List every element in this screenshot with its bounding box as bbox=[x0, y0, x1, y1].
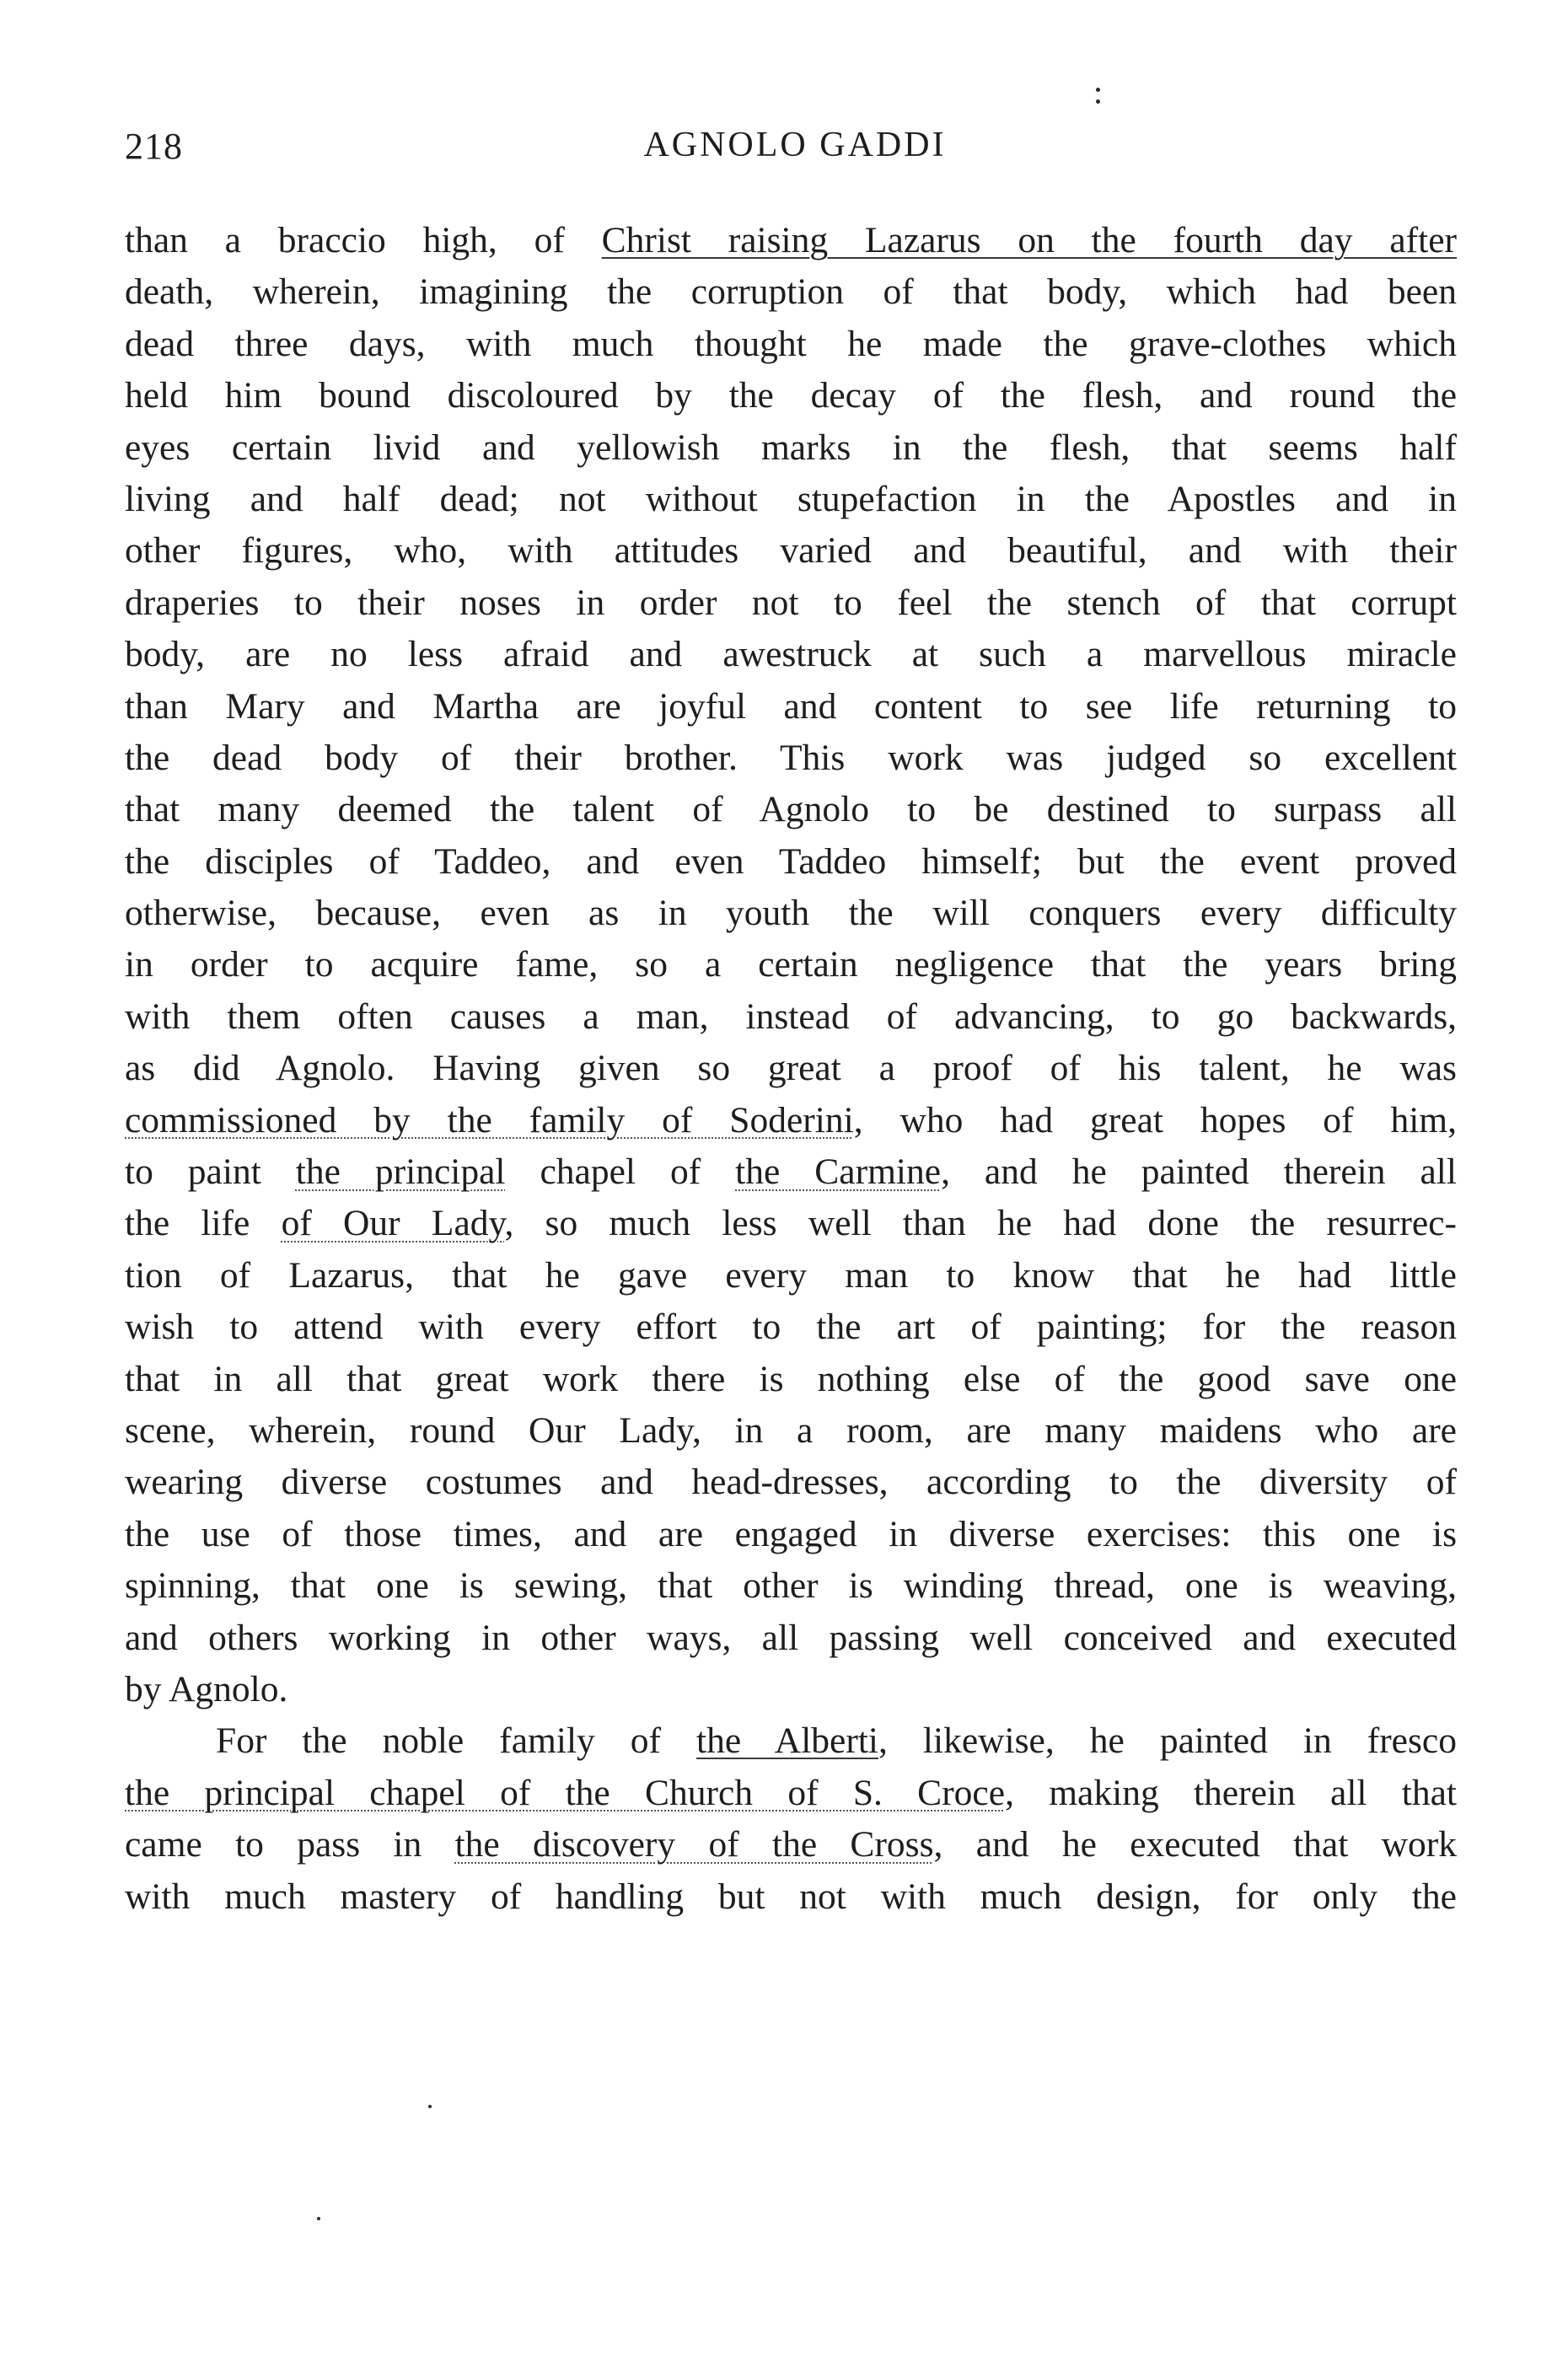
paragraph-1 bbox=[125, 215, 1457, 1715]
text-line bbox=[125, 1819, 1457, 1871]
text-run: otherwise, because, even as in youth the will conquers every difficulty bbox=[125, 893, 1457, 934]
underlined-phrase: the principal bbox=[295, 1151, 506, 1193]
text-line bbox=[125, 1354, 1457, 1405]
page-number: 218 bbox=[125, 126, 183, 167]
text-run: than a braccio high, of bbox=[125, 220, 602, 260]
text-run: , and he painted therein all bbox=[941, 1151, 1457, 1193]
text-run: living and half dead; not without stupefaction in the Apostles and in bbox=[125, 478, 1457, 519]
underlined-phrase: the Alberti bbox=[696, 1720, 879, 1762]
text-line bbox=[125, 1664, 1457, 1715]
body-text bbox=[125, 215, 1457, 1923]
text-run: chapel of bbox=[505, 1151, 736, 1193]
text-run: to paint bbox=[125, 1151, 296, 1193]
text-line bbox=[125, 266, 1457, 318]
text-line bbox=[125, 1560, 1457, 1612]
text-line bbox=[125, 215, 1457, 266]
text-run: draperies to their noses in order not to feel the stench of that corrupt bbox=[125, 582, 1457, 623]
text-line bbox=[125, 1146, 1457, 1198]
text-run: wearing diverse costumes and head-dresses, according to the diversity of bbox=[125, 1462, 1457, 1503]
text-run: the disciples of Taddeo, and even Taddeo himself; but the event proved bbox=[125, 840, 1457, 882]
text-run: as did Agnolo. Having given so great a proof of his talent, he was bbox=[125, 1048, 1457, 1089]
text-line bbox=[125, 681, 1457, 733]
text-line bbox=[125, 1250, 1457, 1302]
underlined-phrase: the principal chapel of the Church of S. Croce bbox=[125, 1772, 1006, 1813]
underlined-phrase: the Carmine bbox=[735, 1151, 942, 1193]
running-head bbox=[125, 125, 1465, 175]
text-run: than Mary and Martha are joyful and content to see life returning to bbox=[125, 685, 1457, 727]
text-run: that in all that great work there is nothing else of the good save one bbox=[125, 1358, 1457, 1399]
text-line bbox=[125, 370, 1457, 421]
text-run: , and he executed that work bbox=[933, 1824, 1458, 1865]
print-speck bbox=[428, 2105, 432, 2108]
running-title: AGNOLO GADDI bbox=[643, 126, 947, 164]
text-run: eyes certain livid and yellowish marks in the flesh, that seems half bbox=[125, 427, 1457, 468]
text-run: the life bbox=[125, 1203, 282, 1244]
text-run: the dead body of their brother. This work was judged so excellent bbox=[125, 737, 1457, 778]
text-run: other figures, who, with attitudes varied and beautiful, and with their bbox=[125, 530, 1457, 572]
text-run: scene, wherein, round Our Lady, in a room, are many maidens who are bbox=[125, 1409, 1457, 1451]
text-run: wish to attend with every effort to the art of painting; for the reason bbox=[125, 1307, 1457, 1348]
underlined-phrase: commissioned by the family of Soderini bbox=[125, 1099, 854, 1141]
text-run: For the noble family of bbox=[216, 1720, 697, 1762]
text-line bbox=[125, 888, 1457, 939]
text-run: dead three days, with much thought he made the grave-clothes which bbox=[125, 323, 1457, 364]
text-run: the use of those times, and are engaged in diverse exercises: this one is bbox=[125, 1513, 1457, 1554]
text-run: and others working in other ways, all passing well conceived and executed bbox=[125, 1617, 1457, 1658]
text-run: tion of Lazarus, that he gave every man to know that he had little bbox=[125, 1254, 1457, 1296]
print-speck bbox=[1096, 99, 1100, 104]
text-run: death, wherein, imagining the corruption of that body, which had been bbox=[125, 271, 1457, 313]
text-line bbox=[125, 1509, 1457, 1560]
text-run: in order to acquire fame, so a certain negligence that the years bring bbox=[125, 944, 1457, 985]
text-run: with them often causes a man, instead of advancing, to go backwards, bbox=[125, 996, 1457, 1037]
text-run: spinning, that one is sewing, that other is winding thread, one is weaving, bbox=[125, 1565, 1457, 1607]
text-run: that many deemed the talent of Agnolo to be destined to surpass all bbox=[125, 789, 1457, 830]
text-line bbox=[125, 939, 1457, 990]
text-run: by Agnolo. bbox=[125, 1668, 288, 1710]
text-run: , likewise, he painted in fresco bbox=[878, 1720, 1457, 1762]
text-line bbox=[125, 991, 1457, 1043]
text-run: , so much less well than he had done the resurrec- bbox=[504, 1203, 1458, 1244]
paragraph-2 bbox=[125, 1715, 1457, 1923]
underlined-phrase: of Our Lady bbox=[281, 1203, 505, 1244]
text-run: , making therein all that bbox=[1005, 1772, 1457, 1813]
text-run: body, are no less afraid and awestruck at such a marvellous miracle bbox=[125, 634, 1457, 675]
print-speck bbox=[1096, 88, 1100, 92]
text-line bbox=[125, 474, 1457, 525]
underlined-phrase: Christ raising Lazarus on the fourth day after bbox=[601, 220, 1457, 260]
text-line bbox=[125, 1613, 1457, 1664]
text-run: held him bound discoloured by the decay of the flesh, and round the bbox=[125, 375, 1457, 416]
text-line bbox=[125, 1715, 1457, 1767]
text-run: came to pass in bbox=[125, 1824, 455, 1865]
text-line bbox=[125, 629, 1457, 680]
text-line bbox=[125, 422, 1457, 474]
underlined-phrase: the discovery of the Cross bbox=[454, 1824, 934, 1865]
text-run: with much mastery of handling but not with much design, for only the bbox=[125, 1876, 1457, 1917]
text-line bbox=[125, 1768, 1457, 1819]
text-line bbox=[125, 577, 1457, 629]
text-line bbox=[125, 733, 1457, 784]
text-line bbox=[125, 1198, 1457, 1249]
text-run: , who had great hopes of him, bbox=[853, 1099, 1457, 1141]
text-line bbox=[125, 1871, 1457, 1923]
print-speck bbox=[317, 2217, 320, 2220]
text-line bbox=[125, 1302, 1457, 1353]
text-line bbox=[125, 1405, 1457, 1457]
text-line bbox=[125, 1095, 1457, 1146]
text-line bbox=[125, 525, 1457, 577]
text-line bbox=[125, 1043, 1457, 1094]
text-line bbox=[125, 836, 1457, 888]
text-line bbox=[125, 319, 1457, 370]
text-line bbox=[125, 784, 1457, 835]
text-line bbox=[125, 1457, 1457, 1508]
